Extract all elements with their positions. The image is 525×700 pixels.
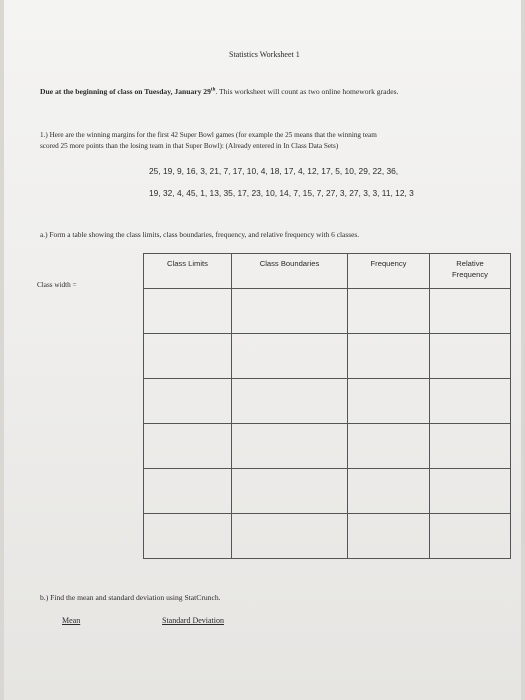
due-date-suffix: th — [210, 87, 216, 93]
table-cell[interactable] — [348, 379, 430, 424]
table-cell[interactable] — [144, 289, 232, 334]
question1-line1: 1.) Here are the winning margins for the first 42 Super Bowl games (for example the 25 means that the winning team — [40, 131, 377, 139]
table-row — [144, 514, 511, 559]
table-cell[interactable] — [144, 469, 232, 514]
table-row — [144, 424, 511, 469]
table-row — [144, 379, 511, 424]
header-relative-word: Relative — [456, 259, 484, 268]
part-a-prompt: a.) Form a table showing the class limits, class boundaries, frequency, and relative frequency with 6 classes. — [40, 230, 360, 239]
worksheet-page — [4, 0, 521, 700]
mean-label: Mean — [62, 616, 81, 625]
data-values-line2: 19, 32, 4, 45, 1, 13, 35, 17, 23, 10, 14, 7, 15, 7, 27, 3, 27, 3, 3, 11, 12, 3 — [149, 188, 414, 198]
table-cell[interactable] — [348, 424, 430, 469]
header-class-boundaries: Class Boundaries — [232, 254, 348, 289]
table-cell[interactable] — [430, 334, 511, 379]
table-cell[interactable] — [430, 514, 511, 559]
due-date-line — [40, 87, 399, 96]
header-relative-frequency — [430, 254, 511, 289]
table-row — [144, 289, 511, 334]
table-cell[interactable] — [232, 334, 348, 379]
table-cell[interactable] — [430, 289, 511, 334]
table-cell[interactable] — [232, 289, 348, 334]
table-cell[interactable] — [430, 424, 511, 469]
header-frequency: Frequency — [348, 254, 430, 289]
header-class-limits: Class Limits — [144, 254, 232, 289]
class-width-label: Class width = — [37, 281, 77, 289]
header-frequency-word: Frequency — [452, 270, 488, 279]
table-row — [144, 334, 511, 379]
table-cell[interactable] — [348, 289, 430, 334]
table-cell[interactable] — [348, 334, 430, 379]
table-cell[interactable] — [430, 469, 511, 514]
due-date-note: . This worksheet will count as two online homework grades. — [215, 87, 399, 96]
table-row — [144, 469, 511, 514]
data-values-line1: 25, 19, 9, 16, 3, 21, 7, 17, 10, 4, 18, 17, 4, 12, 17, 5, 10, 29, 22, 36, — [149, 166, 399, 176]
table-cell[interactable] — [430, 379, 511, 424]
frequency-table — [143, 253, 511, 559]
table-cell[interactable] — [144, 424, 232, 469]
table-cell[interactable] — [232, 424, 348, 469]
table-cell[interactable] — [144, 514, 232, 559]
part-b-prompt: b.) Find the mean and standard deviation using StatCrunch. — [40, 593, 221, 602]
question1-line2: scored 25 more points than the losing team in that Super Bowl): (Already entered in In Class Data Sets) — [40, 142, 339, 150]
table-cell[interactable] — [232, 514, 348, 559]
worksheet-title: Statistics Worksheet 1 — [229, 50, 300, 59]
table-cell[interactable] — [144, 379, 232, 424]
table-cell[interactable] — [144, 334, 232, 379]
table-cell[interactable] — [348, 514, 430, 559]
standard-deviation-label: Standard Deviation — [162, 616, 224, 625]
table-cell[interactable] — [348, 469, 430, 514]
due-date-bold: Due at the beginning of class on Tuesday, January 29 — [40, 87, 211, 96]
table-header-row — [144, 254, 511, 289]
table-cell[interactable] — [232, 379, 348, 424]
table-cell[interactable] — [232, 469, 348, 514]
